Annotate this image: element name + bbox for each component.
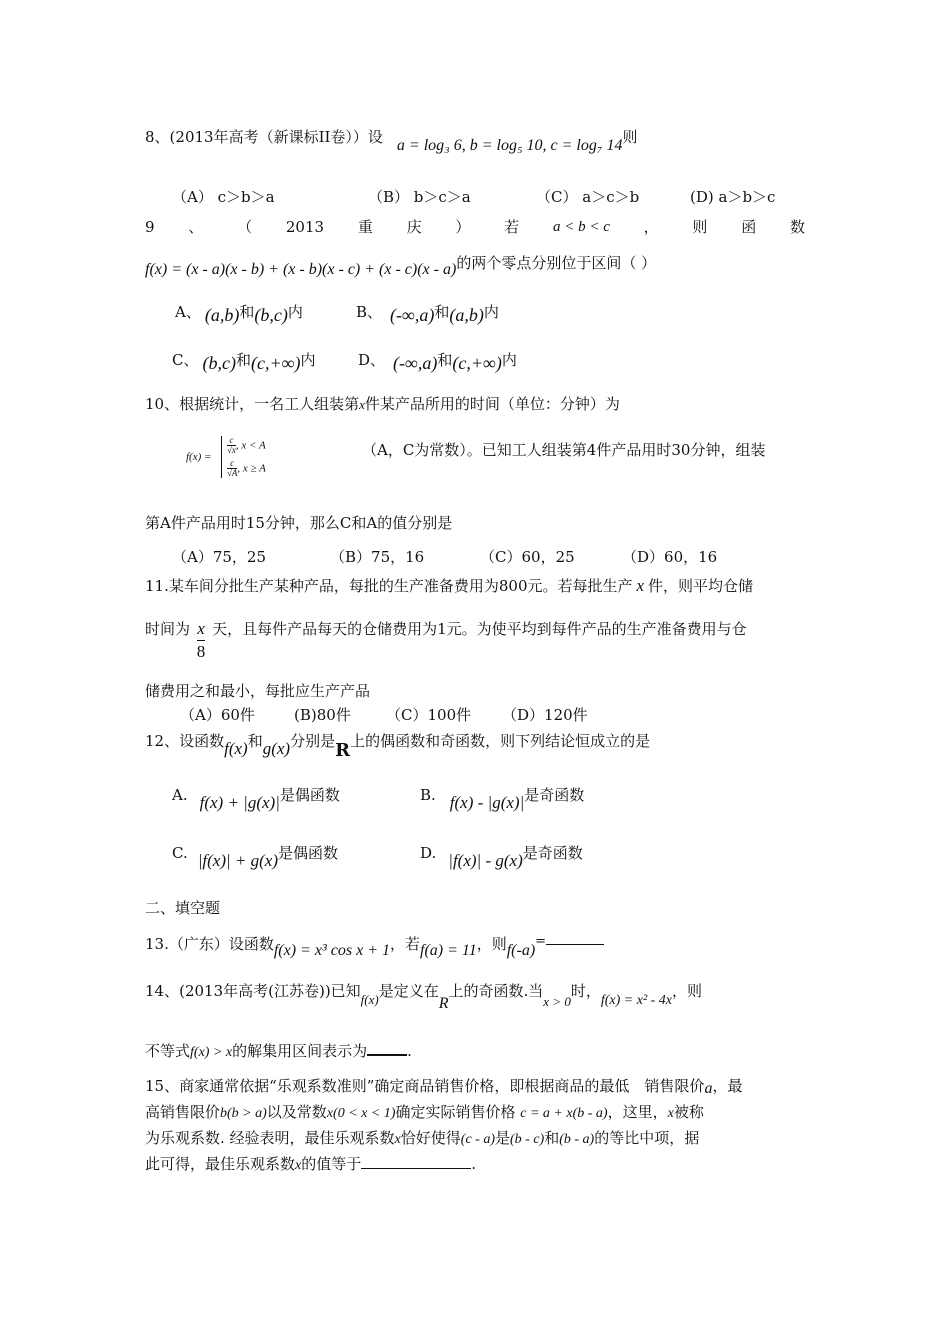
q9-word: ） bbox=[455, 218, 471, 236]
q10-case1: $\frac{c}{√x}$ , x < A bbox=[226, 435, 266, 455]
q14-stem-line1: 14、(2013年高考(江苏卷))已知f(x)是定义在R上的奇函数.当x > 0时，f(x) = x² - 4x，则 bbox=[145, 982, 703, 1012]
q15-line1: 15、商家通常依据“乐观系数准则”确定商品销售价格，即根据商品的最低 销售限价a，最 bbox=[145, 1077, 743, 1097]
q8-option-d: (D) a＞b＞c bbox=[690, 188, 776, 206]
q10-cases bbox=[221, 436, 266, 478]
q9-word: 函 bbox=[741, 218, 757, 236]
q12-option-b: B. f(x) - |g(x)|是奇函数 bbox=[420, 786, 585, 812]
q11-fraction: $\frac{x}{8}$ bbox=[196, 619, 206, 661]
q9-stem-line1 bbox=[145, 216, 805, 238]
q12-stem: 12、设函数f(x)和g(x)分别是R上的偶函数和奇函数，则下列结论恒成立的是 bbox=[145, 732, 651, 761]
q9-word: ， bbox=[643, 218, 659, 236]
q15-line2: 高销售限价b(b > a)以及常数x(0 < x < 1)确定实际销售价格 c = a + x(b - a)，这里，x被称 bbox=[145, 1103, 704, 1121]
q10-option-c: （C）60，25 bbox=[480, 548, 575, 566]
q13-answer-blank[interactable] bbox=[546, 944, 604, 945]
q11-option-b: (B)80件 bbox=[294, 706, 351, 724]
q8-stem bbox=[145, 126, 638, 154]
q10-stem-line2: （A，C为常数）。已知工人组装第4件产品用时30分钟，组装 bbox=[362, 441, 766, 459]
q9-word: 庆 bbox=[406, 218, 422, 236]
q9-option-c: C、 (b,c)和(c,+∞)内 bbox=[172, 351, 316, 373]
q10-option-b: （B）75，16 bbox=[330, 548, 425, 566]
q8-option-b: （B） b＞c＞a bbox=[368, 188, 471, 206]
q9-word: 重 bbox=[357, 218, 373, 236]
q8-formula: a = log₃ 6, b = log₅ 10, c = log₇ 14 bbox=[396, 137, 623, 154]
q14-answer-blank[interactable] bbox=[367, 1054, 407, 1056]
q9-option-a: A、 (a,b)和(b,c)内 bbox=[175, 303, 303, 325]
q10-stem-line1: 10、根据统计，一名工人组装第x件某产品所用的时间（单位：分钟）为 bbox=[145, 395, 620, 413]
section-heading: 二、填空题 bbox=[145, 899, 221, 917]
q11-option-d: （D）120件 bbox=[502, 706, 588, 724]
q9-word: 则 bbox=[692, 218, 708, 236]
q9-word: 2013 bbox=[285, 218, 325, 236]
q14-stem-line2: 不等式f(x) > x的解集用区间表示为 . bbox=[145, 1042, 412, 1060]
q9-word: 9 bbox=[145, 218, 155, 236]
q9-option-b: B、 (-∞,a)和(a,b)内 bbox=[356, 303, 499, 325]
q8-option-a: （A） c＞b＞a bbox=[172, 188, 275, 206]
q11-option-a: （A）60件 bbox=[180, 706, 255, 724]
q9-word: 数 bbox=[789, 218, 805, 236]
q15-line3: 为乐观系数. 经验表明，最佳乐观系数x恰好使得(c - a)是(b - c)和(b - a)的等比中项，据 bbox=[145, 1129, 700, 1147]
q9-word: （ bbox=[237, 218, 253, 236]
q15-answer-blank[interactable] bbox=[361, 1168, 471, 1169]
q9-word: 、 bbox=[188, 218, 204, 236]
q9-option-d: D、 (-∞,a)和(c,+∞)内 bbox=[358, 351, 517, 373]
q10-option-a: （A）75，25 bbox=[172, 548, 267, 566]
q9-condition: a < b < c bbox=[552, 219, 610, 235]
q9-formula: f(x) = (x - a)(x - b) + (x - b)(x - c) + (x - c)(x - a) bbox=[145, 261, 457, 278]
q11-stem-line3: 储费用之和最小，每批应生产产品 bbox=[145, 682, 371, 700]
q11-stem-line2: 时间为 $\frac{x}{8}$ 天，且每件产品每天的仓储费用为1元。为使平均到每件产品的生产准备费用与仓 bbox=[145, 619, 747, 661]
q8-option-c: （C） a＞c＞b bbox=[536, 188, 640, 206]
q8-prefix: 8、(2013年高考（新课标II卷））设 bbox=[145, 128, 383, 146]
q8-suffix: 则 bbox=[622, 128, 638, 146]
q10-option-d: （D）60，16 bbox=[622, 548, 718, 566]
q10-stem-line3: 第A件产品用时15分钟，那么C和A的值分别是 bbox=[145, 514, 453, 532]
q11-option-c: （C）100件 bbox=[386, 706, 472, 724]
q9-stem-line2 bbox=[145, 252, 657, 278]
q12-option-a: A. f(x) + |g(x)|是偶函数 bbox=[172, 786, 340, 812]
q12-option-c: C. |f(x)| + g(x)是偶函数 bbox=[172, 844, 339, 870]
q9-word: 若 bbox=[504, 218, 520, 236]
q10-formula-lhs: f(x) = bbox=[186, 451, 212, 463]
q12-option-d: D. |f(x)| - g(x)是奇函数 bbox=[420, 844, 583, 870]
q11-stem-line1: 11.某车间分批生产某种产品，每批的生产准备费用为800元。若每批生产 x 件，则平均仓储 bbox=[145, 576, 754, 595]
q10-piecewise bbox=[186, 436, 266, 478]
q13-stem: 13.（广东）设函数f(x) = x³ cos x + 1，若f(a) = 11，则f(-a)= bbox=[145, 933, 604, 957]
q10-case2: $\frac{c}{√A}$ , x ≥ A bbox=[226, 458, 266, 478]
q9-suffix: 的两个零点分别位于区间（ ） bbox=[456, 254, 657, 272]
q15-line4: 此可得，最佳乐观系数x的值等于 . bbox=[145, 1155, 477, 1173]
